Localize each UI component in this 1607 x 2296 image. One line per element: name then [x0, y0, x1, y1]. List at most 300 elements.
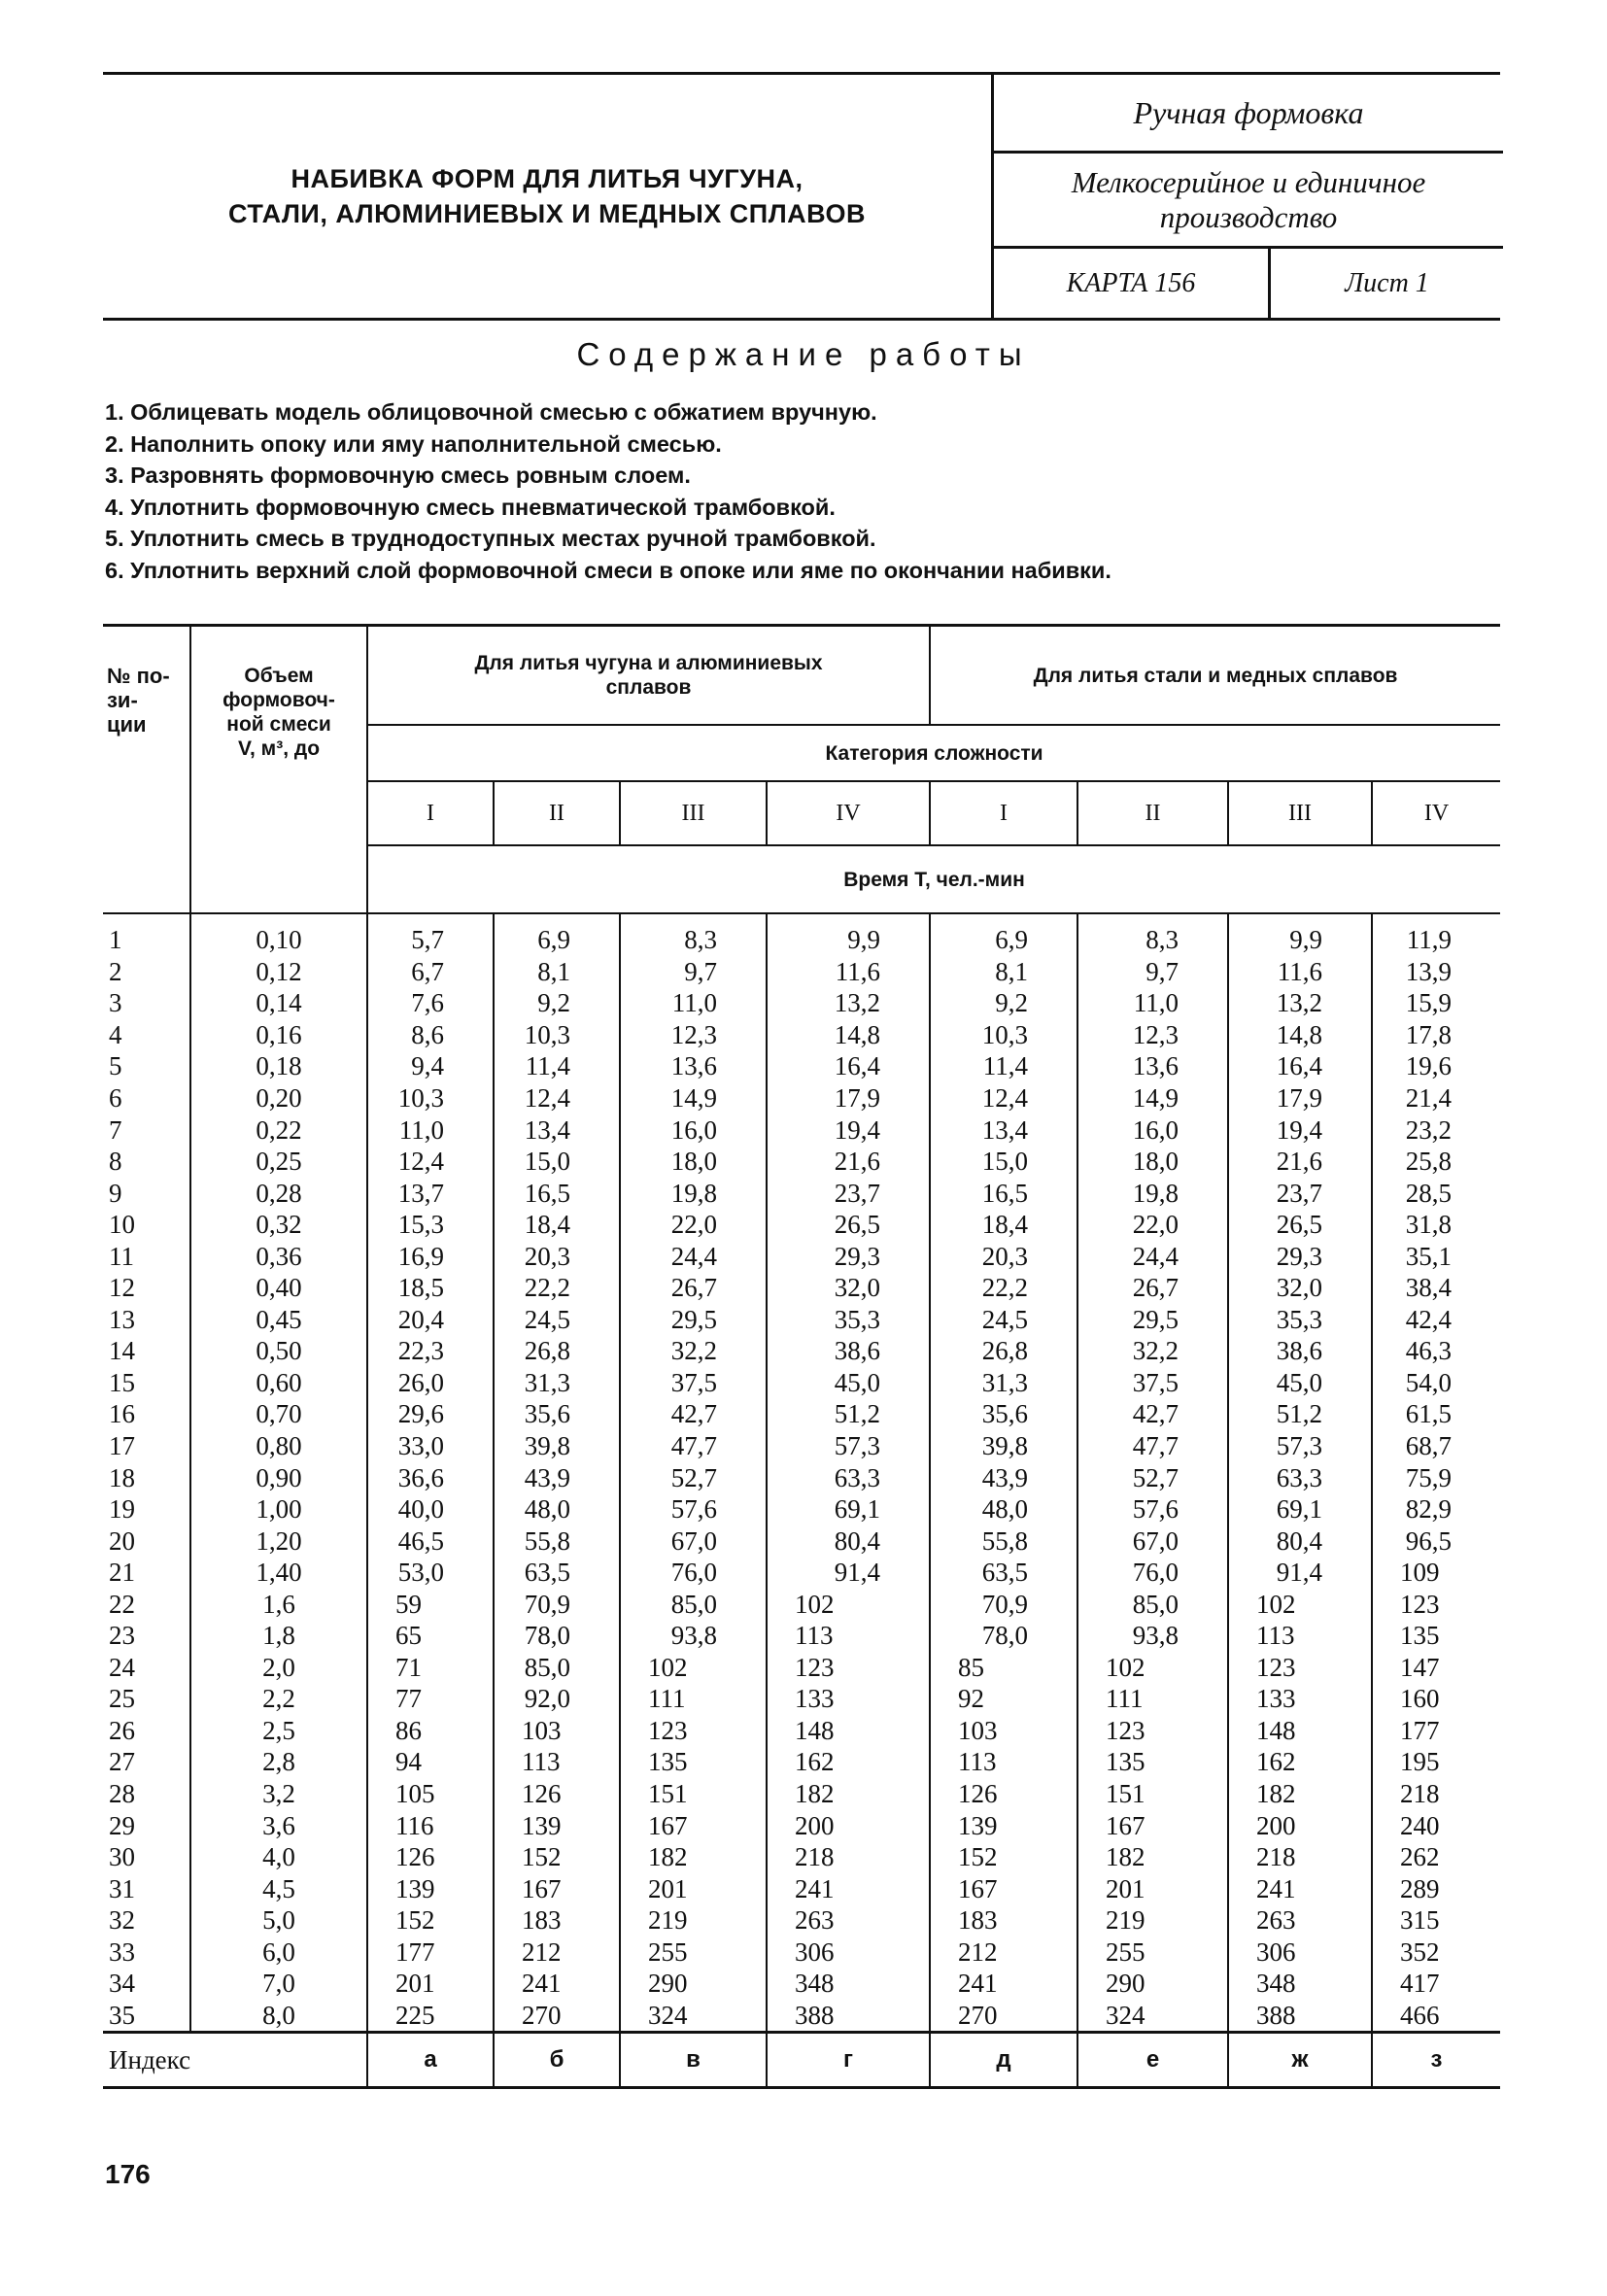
time-cell: 109 — [1372, 1557, 1500, 1589]
table-row — [103, 1272, 1500, 1304]
time-cell: 29,5 — [620, 1304, 767, 1336]
column-header-position-line: зи- — [107, 688, 138, 712]
time-cell: 11,0 — [367, 1114, 494, 1146]
position-cell: 6 — [103, 1082, 190, 1114]
time-cell: 76,0 — [620, 1557, 767, 1589]
time-cell: 219 — [620, 1904, 767, 1936]
time-cell: 12,4 — [494, 1082, 620, 1114]
table-row — [103, 1304, 1500, 1336]
time-cell: 10,3 — [494, 1019, 620, 1051]
time-cell: 55,8 — [930, 1525, 1077, 1557]
card-number: КАРТА 156 — [994, 249, 1271, 318]
time-cell: 9,2 — [930, 987, 1077, 1019]
time-cell: 51,2 — [1228, 1398, 1372, 1430]
position-cell: 7 — [103, 1114, 190, 1146]
time-cell: 70,9 — [930, 1588, 1077, 1620]
time-cell: 417 — [1372, 1968, 1500, 2000]
norms-table — [103, 624, 1500, 2089]
time-cell: 11,0 — [620, 987, 767, 1019]
time-cell: 13,2 — [1228, 987, 1372, 1019]
time-cell: 151 — [1077, 1778, 1228, 1810]
volume-cell: 2,8 — [190, 1746, 367, 1778]
time-cell: 225 — [367, 2000, 494, 2033]
time-cell: 10,3 — [367, 1082, 494, 1114]
time-cell: 19,4 — [767, 1114, 930, 1146]
time-cell: 35,1 — [1372, 1240, 1500, 1272]
time-cell: 9,7 — [620, 956, 767, 988]
time-cell: 26,7 — [1077, 1272, 1228, 1304]
time-cell: 123 — [1372, 1588, 1500, 1620]
category-header: II — [1077, 781, 1228, 845]
time-cell: 85,0 — [494, 1652, 620, 1684]
position-cell: 3 — [103, 987, 190, 1019]
time-cell: 16,4 — [1228, 1050, 1372, 1082]
time-cell: 183 — [930, 1904, 1077, 1936]
time-cell: 219 — [1077, 1904, 1228, 1936]
time-cell: 35,6 — [930, 1398, 1077, 1430]
time-cell: 9,9 — [1228, 913, 1372, 956]
sheet-number: Лист 1 — [1345, 267, 1429, 298]
time-cell: 7,6 — [367, 987, 494, 1019]
time-cell: 116 — [367, 1809, 494, 1841]
time-cell: 9,9 — [767, 913, 930, 956]
time-cell: 148 — [767, 1715, 930, 1747]
work-step: 3. Разровнять формовочную смесь ровным слоем. — [105, 463, 691, 488]
time-cell: 182 — [1077, 1841, 1228, 1873]
time-cell: 57,3 — [1228, 1430, 1372, 1462]
volume-cell: 0,70 — [190, 1398, 367, 1430]
production-line-2: производство — [1159, 199, 1338, 234]
volume-cell: 5,0 — [190, 1904, 367, 1936]
time-cell: 160 — [1372, 1683, 1500, 1715]
group-header-line: сплавов — [605, 676, 692, 699]
volume-cell: 0,32 — [190, 1209, 367, 1241]
table-row — [103, 1936, 1500, 1969]
time-cell: 103 — [930, 1715, 1077, 1747]
time-cell: 241 — [767, 1872, 930, 1904]
time-cell: 69,1 — [1228, 1493, 1372, 1525]
time-cell: 40,0 — [367, 1493, 494, 1525]
column-header-position — [103, 626, 190, 914]
time-cell: 218 — [1228, 1841, 1372, 1873]
position-cell: 12 — [103, 1272, 190, 1304]
volume-cell: 0,50 — [190, 1335, 367, 1367]
position-cell: 34 — [103, 1968, 190, 2000]
time-cell: 78,0 — [494, 1620, 620, 1652]
category-header: IV — [767, 781, 930, 845]
time-cell: 324 — [1077, 2000, 1228, 2033]
complexity-category-header: Категория сложности — [367, 725, 1500, 781]
time-cell: 200 — [767, 1809, 930, 1841]
volume-cell: 4,0 — [190, 1841, 367, 1873]
time-cell: 123 — [1228, 1652, 1372, 1684]
time-cell: 102 — [1077, 1652, 1228, 1684]
header-info-block — [991, 75, 1503, 318]
time-cell: 22,0 — [1077, 1209, 1228, 1241]
time-cell: 15,0 — [930, 1146, 1077, 1178]
position-cell: 33 — [103, 1936, 190, 1969]
time-cell: 63,3 — [767, 1461, 930, 1493]
time-cell: 33,0 — [367, 1430, 494, 1462]
table-row — [103, 1240, 1500, 1272]
time-cell: 22,2 — [930, 1272, 1077, 1304]
time-cell: 16,5 — [930, 1177, 1077, 1209]
time-cell: 20,3 — [494, 1240, 620, 1272]
position-cell: 25 — [103, 1683, 190, 1715]
time-cell: 135 — [620, 1746, 767, 1778]
table-row — [103, 1872, 1500, 1904]
table-row — [103, 1683, 1500, 1715]
table-row — [103, 1146, 1500, 1178]
time-cell: 113 — [494, 1746, 620, 1778]
time-cell: 23,7 — [767, 1177, 930, 1209]
time-cell: 43,9 — [930, 1461, 1077, 1493]
title-line-2: СТАЛИ, АЛЮМИНИЕВЫХ И МЕДНЫХ СПЛАВОВ — [228, 199, 866, 228]
group-header-line: Для литья чугуна и алюминиевых — [474, 652, 823, 674]
time-cell: 86 — [367, 1715, 494, 1747]
time-cell: 59 — [367, 1588, 494, 1620]
time-cell: 18,0 — [620, 1146, 767, 1178]
volume-cell: 0,16 — [190, 1019, 367, 1051]
time-cell: 8,1 — [930, 956, 1077, 988]
time-cell: 11,6 — [1228, 956, 1372, 988]
time-cell: 241 — [930, 1968, 1077, 2000]
time-cell: 167 — [620, 1809, 767, 1841]
category-header: I — [930, 781, 1077, 845]
time-cell: 42,7 — [1077, 1398, 1228, 1430]
time-cell: 182 — [1228, 1778, 1372, 1810]
time-cell: 22,2 — [494, 1272, 620, 1304]
volume-cell: 0,90 — [190, 1461, 367, 1493]
time-cell: 162 — [767, 1746, 930, 1778]
time-cell: 12,4 — [367, 1146, 494, 1178]
time-cell: 19,8 — [1077, 1177, 1228, 1209]
time-cell: 195 — [1372, 1746, 1500, 1778]
time-cell: 13,6 — [620, 1050, 767, 1082]
time-cell: 388 — [1228, 2000, 1372, 2033]
time-cell: 123 — [767, 1652, 930, 1684]
volume-cell: 1,20 — [190, 1525, 367, 1557]
time-cell: 32,2 — [620, 1335, 767, 1367]
index-cell: ж — [1228, 2033, 1372, 2088]
time-cell: 102 — [620, 1652, 767, 1684]
time-cell: 167 — [930, 1872, 1077, 1904]
time-cell: 15,3 — [367, 1209, 494, 1241]
time-cell: 147 — [1372, 1652, 1500, 1684]
time-cell: 139 — [367, 1872, 494, 1904]
position-cell: 18 — [103, 1461, 190, 1493]
column-header-volume-line: V, м³, до — [237, 737, 321, 760]
time-cell: 22,0 — [620, 1209, 767, 1241]
work-step: 5. Уплотнить смесь в труднодоступных местах ручной трамбовкой. — [105, 526, 876, 551]
time-cell: 113 — [930, 1746, 1077, 1778]
time-cell: 85,0 — [1077, 1588, 1228, 1620]
time-cell: 8,3 — [620, 913, 767, 956]
time-cell: 80,4 — [1228, 1525, 1372, 1557]
time-cell: 31,3 — [930, 1367, 1077, 1399]
volume-cell: 0,22 — [190, 1114, 367, 1146]
table-row — [103, 1652, 1500, 1684]
time-cell: 126 — [494, 1778, 620, 1810]
time-cell: 63,3 — [1228, 1461, 1372, 1493]
time-cell: 55,8 — [494, 1525, 620, 1557]
time-cell: 306 — [767, 1936, 930, 1969]
work-steps-list — [105, 396, 1504, 586]
time-cell: 24,5 — [930, 1304, 1077, 1336]
time-cell: 31,8 — [1372, 1209, 1500, 1241]
time-cell: 289 — [1372, 1872, 1500, 1904]
position-cell: 5 — [103, 1050, 190, 1082]
time-cell: 52,7 — [620, 1461, 767, 1493]
time-cell: 63,5 — [494, 1557, 620, 1589]
time-cell: 14,9 — [1077, 1082, 1228, 1114]
time-cell: 57,6 — [1077, 1493, 1228, 1525]
table-row — [103, 1525, 1500, 1557]
column-header-volume-line: ной смеси — [226, 713, 331, 736]
time-cell: 75,9 — [1372, 1461, 1500, 1493]
time-cell: 16,5 — [494, 1177, 620, 1209]
time-cell: 306 — [1228, 1936, 1372, 1969]
time-cell: 57,3 — [767, 1430, 930, 1462]
position-cell: 29 — [103, 1809, 190, 1841]
time-cell: 324 — [620, 2000, 767, 2033]
volume-cell: 7,0 — [190, 1968, 367, 2000]
time-cell: 16,0 — [1077, 1114, 1228, 1146]
table-row — [103, 1746, 1500, 1778]
time-cell: 348 — [1228, 1968, 1372, 2000]
time-cell: 17,9 — [1228, 1082, 1372, 1114]
time-cell: 218 — [767, 1841, 930, 1873]
time-cell: 78,0 — [930, 1620, 1077, 1652]
time-cell: 133 — [1228, 1683, 1372, 1715]
time-cell: 270 — [494, 2000, 620, 2033]
time-cell: 9,7 — [1077, 956, 1228, 988]
time-cell: 151 — [620, 1778, 767, 1810]
column-header-volume-line: формовоч- — [222, 689, 335, 711]
time-cell: 126 — [367, 1841, 494, 1873]
time-cell: 182 — [767, 1778, 930, 1810]
page-header — [103, 72, 1500, 321]
time-cell: 57,6 — [620, 1493, 767, 1525]
position-cell: 4 — [103, 1019, 190, 1051]
time-cell: 148 — [1228, 1715, 1372, 1747]
time-cell: 105 — [367, 1778, 494, 1810]
category-header: I — [367, 781, 494, 845]
table-row — [103, 1114, 1500, 1146]
time-cell: 93,8 — [620, 1620, 767, 1652]
table-row — [103, 1177, 1500, 1209]
time-cell: 24,5 — [494, 1304, 620, 1336]
position-cell: 23 — [103, 1620, 190, 1652]
time-cell: 152 — [930, 1841, 1077, 1873]
table-row — [103, 1588, 1500, 1620]
time-cell: 20,4 — [367, 1304, 494, 1336]
time-cell: 23,7 — [1228, 1177, 1372, 1209]
work-step: 1. Облицевать модель облицовочной смесью с обжатием вручную. — [105, 399, 877, 425]
time-cell: 38,6 — [767, 1335, 930, 1367]
time-cell: 290 — [1077, 1968, 1228, 2000]
time-cell: 92,0 — [494, 1683, 620, 1715]
time-cell: 68,7 — [1372, 1430, 1500, 1462]
table-row — [103, 1809, 1500, 1841]
time-cell: 26,7 — [620, 1272, 767, 1304]
position-cell: 30 — [103, 1841, 190, 1873]
time-cell: 352 — [1372, 1936, 1500, 1969]
table-row — [103, 1398, 1500, 1430]
time-cell: 38,4 — [1372, 1272, 1500, 1304]
time-cell: 96,5 — [1372, 1525, 1500, 1557]
volume-cell: 0,12 — [190, 956, 367, 988]
time-cell: 22,3 — [367, 1335, 494, 1367]
work-step: 6. Уплотнить верхний слой формовочной смеси в опоке или яме по окончании набивки. — [105, 557, 1111, 583]
time-cell: 94 — [367, 1746, 494, 1778]
table-row — [103, 1209, 1500, 1241]
time-cell: 8,1 — [494, 956, 620, 988]
time-cell: 11,9 — [1372, 913, 1500, 956]
time-cell: 91,4 — [1228, 1557, 1372, 1589]
time-cell: 12,3 — [1077, 1019, 1228, 1051]
time-cell: 240 — [1372, 1809, 1500, 1841]
volume-cell: 0,20 — [190, 1082, 367, 1114]
production-line-1: Мелкосерийное и единичное — [1071, 164, 1426, 199]
time-cell: 35,3 — [1228, 1304, 1372, 1336]
time-cell: 212 — [494, 1936, 620, 1969]
time-cell: 93,8 — [1077, 1620, 1228, 1652]
position-cell: 8 — [103, 1146, 190, 1178]
time-cell: 241 — [494, 1968, 620, 2000]
position-cell: 32 — [103, 1904, 190, 1936]
time-cell: 21,6 — [1228, 1146, 1372, 1178]
time-cell: 52,7 — [1077, 1461, 1228, 1493]
time-cell: 16,4 — [767, 1050, 930, 1082]
table-row — [103, 1461, 1500, 1493]
position-cell: 26 — [103, 1715, 190, 1747]
time-cell: 111 — [620, 1683, 767, 1715]
time-cell: 67,0 — [1077, 1525, 1228, 1557]
time-cell: 241 — [1228, 1872, 1372, 1904]
time-cell: 37,5 — [620, 1367, 767, 1399]
table-row — [103, 1019, 1500, 1051]
time-cell: 38,6 — [1228, 1335, 1372, 1367]
position-cell: 24 — [103, 1652, 190, 1684]
time-cell: 23,2 — [1372, 1114, 1500, 1146]
column-header-position-line: ции — [107, 712, 147, 737]
time-cell: 54,0 — [1372, 1367, 1500, 1399]
time-cell: 51,2 — [767, 1398, 930, 1430]
table-row — [103, 1493, 1500, 1525]
position-cell: 28 — [103, 1778, 190, 1810]
time-header: Время Т, чел.-мин — [367, 845, 1500, 913]
time-cell: 39,8 — [930, 1430, 1077, 1462]
time-cell: 14,8 — [767, 1019, 930, 1051]
category-header: III — [1228, 781, 1372, 845]
work-step: 4. Уплотнить формовочную смесь пневматической трамбовкой. — [105, 494, 836, 520]
position-cell: 9 — [103, 1177, 190, 1209]
time-cell: 13,4 — [494, 1114, 620, 1146]
time-cell: 152 — [494, 1841, 620, 1873]
volume-cell: 0,14 — [190, 987, 367, 1019]
time-cell: 255 — [620, 1936, 767, 1969]
time-cell: 91,4 — [767, 1557, 930, 1589]
index-cell: г — [767, 2033, 930, 2088]
time-cell: 47,7 — [620, 1430, 767, 1462]
volume-cell: 0,36 — [190, 1240, 367, 1272]
table-row — [103, 1557, 1500, 1589]
table-row — [103, 1841, 1500, 1873]
category-header: III — [620, 781, 767, 845]
time-cell: 13,9 — [1372, 956, 1500, 988]
time-cell: 18,4 — [494, 1209, 620, 1241]
position-cell: 21 — [103, 1557, 190, 1589]
index-cell: з — [1372, 2033, 1500, 2088]
index-label: Индекс — [103, 2033, 367, 2088]
time-cell: 102 — [1228, 1588, 1372, 1620]
time-cell: 133 — [767, 1683, 930, 1715]
time-cell: 201 — [1077, 1872, 1228, 1904]
time-cell: 201 — [620, 1872, 767, 1904]
time-cell: 21,6 — [767, 1146, 930, 1178]
volume-cell: 0,18 — [190, 1050, 367, 1082]
time-cell: 32,0 — [767, 1272, 930, 1304]
time-cell: 10,3 — [930, 1019, 1077, 1051]
column-header-position-line: № по- — [107, 664, 170, 688]
time-cell: 13,4 — [930, 1114, 1077, 1146]
time-cell: 35,3 — [767, 1304, 930, 1336]
time-cell: 167 — [494, 1872, 620, 1904]
time-cell: 26,0 — [367, 1367, 494, 1399]
time-cell: 26,5 — [767, 1209, 930, 1241]
table-row — [103, 913, 1500, 956]
time-cell: 212 — [930, 1936, 1077, 1969]
table-row — [103, 1620, 1500, 1652]
volume-cell: 1,8 — [190, 1620, 367, 1652]
time-cell: 63,5 — [930, 1557, 1077, 1589]
time-cell: 200 — [1228, 1809, 1372, 1841]
category-header: II — [494, 781, 620, 845]
time-cell: 24,4 — [620, 1240, 767, 1272]
time-cell: 388 — [767, 2000, 930, 2033]
time-cell: 13,7 — [367, 1177, 494, 1209]
time-cell: 183 — [494, 1904, 620, 1936]
table-row — [103, 1968, 1500, 2000]
time-cell: 123 — [620, 1715, 767, 1747]
time-cell: 48,0 — [930, 1493, 1077, 1525]
time-cell: 218 — [1372, 1778, 1500, 1810]
time-cell: 82,9 — [1372, 1493, 1500, 1525]
index-row — [103, 2033, 1500, 2088]
table-row — [103, 1367, 1500, 1399]
position-cell: 2 — [103, 956, 190, 988]
table-row — [103, 956, 1500, 988]
time-cell: 466 — [1372, 2000, 1500, 2033]
time-cell: 11,6 — [767, 956, 930, 988]
time-cell: 6,9 — [494, 913, 620, 956]
production-type — [994, 154, 1503, 249]
time-cell: 45,0 — [767, 1367, 930, 1399]
method-label: Ручная формовка — [994, 75, 1503, 154]
table-row — [103, 1904, 1500, 1936]
position-cell: 10 — [103, 1209, 190, 1241]
index-cell: б — [494, 2033, 620, 2088]
time-cell: 177 — [1372, 1715, 1500, 1747]
table-row — [103, 1335, 1500, 1367]
time-cell: 19,6 — [1372, 1050, 1500, 1082]
time-cell: 139 — [494, 1809, 620, 1841]
time-cell: 103 — [494, 1715, 620, 1747]
position-cell: 16 — [103, 1398, 190, 1430]
volume-cell: 1,00 — [190, 1493, 367, 1525]
time-cell: 15,0 — [494, 1146, 620, 1178]
